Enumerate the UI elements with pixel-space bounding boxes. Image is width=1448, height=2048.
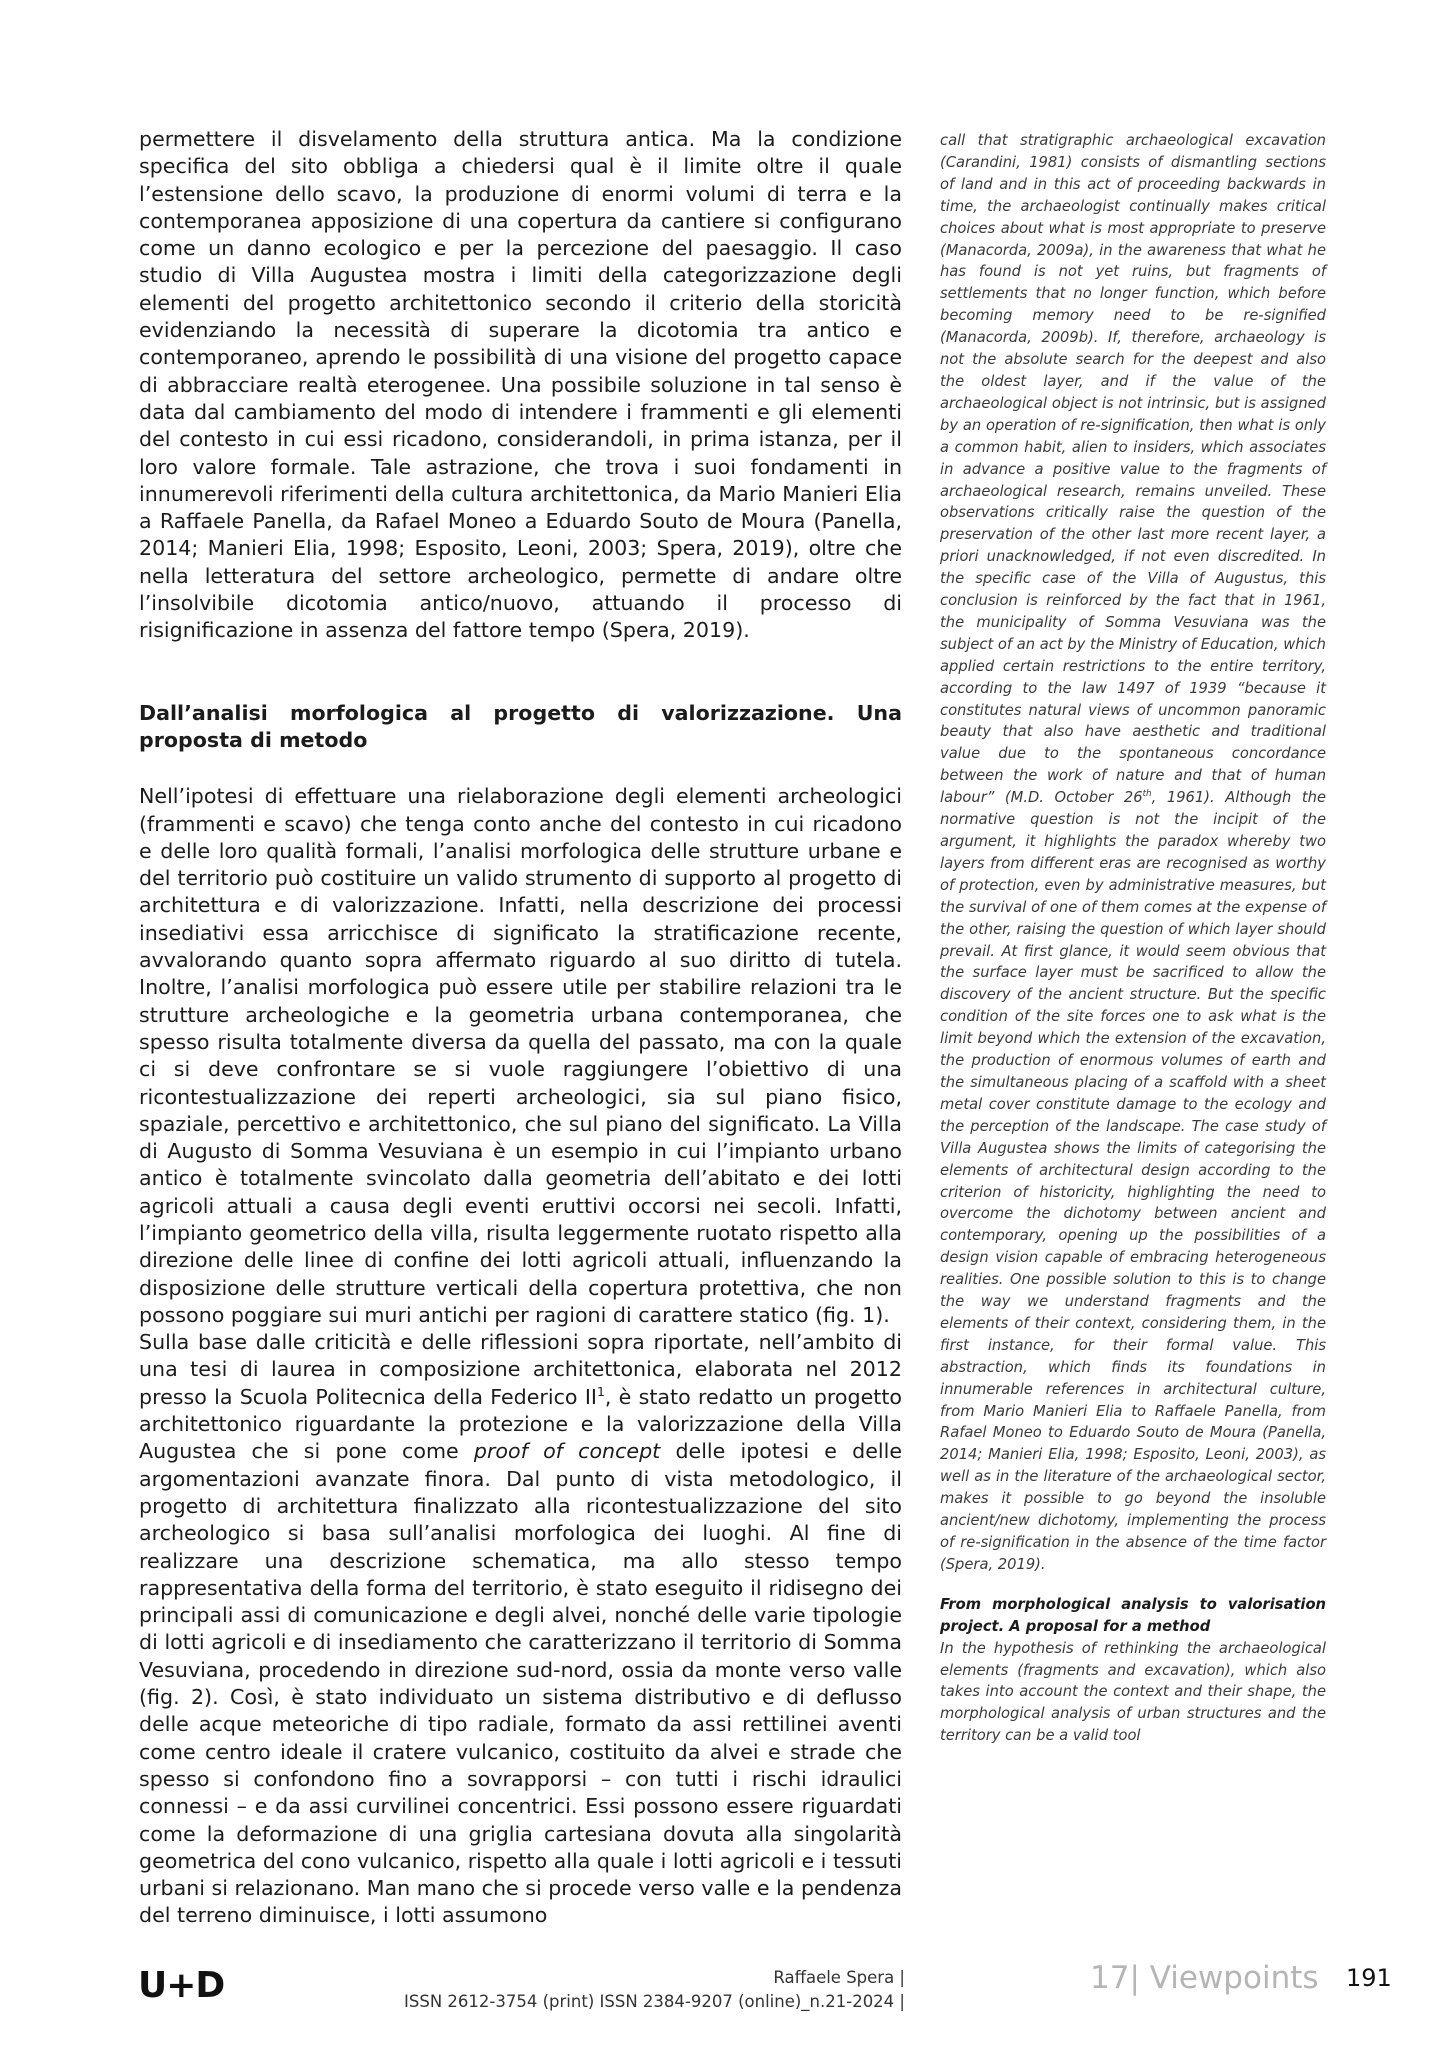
translation-heading: From morphological analysis to valorisation project. A proposal for a method	[940, 1595, 1326, 1635]
page-number: 191	[1346, 1964, 1392, 1992]
spacer	[139, 645, 902, 700]
section-heading: Dall’analisi morfologica al progetto di valorizzazione. Una proposta di metodo	[139, 700, 902, 752]
body-paragraph: Nell’ipotesi di effettuare una rielaborazione degli elementi archeologici (frammenti e scavo) che tenga conto anche del contesto in cui ricadono e delle loro qualità formali, l’analisi morfologica delle strutture urbane e del territorio può costituire un valido strumento di supporto al progetto di architettura e di valorizzazione. Infatti, nella descrizione dei processi insediativi essa arricchisce di significato la stratificazione recente, avvalorando quanto sopra affermato riguardo al suo diritto di tutela. Inoltre, l’analisi morfologica può essere utile per stabilire relazioni tra le strutture archeologiche e la geometria urbana contemporanea, che spesso risulta totalmente diversa da quella del passato, ma con la quale ci si deve confrontare se si vuole raggiungere l’obiettivo di una ricontestualizzazione dei reperti archeologici, sia sul piano fisico, spaziale, percettivo e architettonico, che sul piano del significato. La Villa di Augusto di Somma Vesuviana è un esempio in cui l’impianto urbano antico è totalmente svincolato dalla geometria dell’abitato e dei lotti agricoli attuali a causa degli eventi eruttivi occorsi nei secoli. Infatti, l’impianto geometrico della villa, risulta leggermente ruotato rispetto alla direzione delle linee di confine dei lotti agricoli attuali, influenzando la disposizione delle strutture verticali della copertura protettiva, che non possono poggiare sui muri antichi per ragioni di carattere statico (fig. 1).	[139, 784, 902, 1327]
spacer	[940, 1576, 1326, 1594]
text-run: Sulla base dalle criticità e delle riflessioni sopra riportate, nell’ambito di una tesi di laurea in composizione architettonica, elaborata nel 2012 presso la Scuola Politecnica della Federico II	[139, 1330, 902, 1409]
footer-credit	[380, 1966, 905, 2014]
emphasis-text: proof of concept	[473, 1439, 661, 1464]
translation-paragraph	[940, 130, 1326, 1576]
spacer	[139, 754, 902, 783]
translation-column	[940, 130, 1326, 1747]
text-run: delle ipotesi e delle argomentazioni avanzate finora. Dal punto di vista metodologico, il progetto di architettura finalizzato alla ricontestualizzazione del sito archeologico si basa sull’analisi morfologica dei luoghi. Al fine di realizzare una descrizione schematica, ma allo stesso tempo rappresentativa della forma del territorio, è stato eseguito il ridisegno dei principali assi di comunicazione e degli alvei, nonché delle varie tipologie di lotti agricoli e di insediamento che caratterizzano il territorio di Somma Vesuviana, procedendo in direzione sud-nord, ossia da monte verso valle (fig. 2). Così, è stato individuato un sistema distributivo e di deflusso delle acque meteoriche di tipo radiale, formato da assi rettilinei aventi come centro ideale il cratere vulcanico, costituito da alvei e strade che spesso si confondono fino a sovrapporsi – con tutti i rischi idraulici connessi – e da assi curvilinei concentrici. Essi possono essere riguardati come la deformazione di una griglia cartesiana dovuta alla singolarità geometrica del cono vulcanico, rispetto alla quale i lotti agricoli e i tessuti urbani si relazionano. Man mano che si procede verso valle e la pendenza del terreno diminuisce, i lotti assumono	[139, 1439, 903, 1928]
ordinal-suffix: th	[1142, 789, 1152, 800]
body-paragraph	[139, 1329, 902, 1930]
text-run: , è stato redatto un progetto architettonico riguardante la protezione e la valorizzazione della Villa Augustea che si pone come	[139, 1384, 902, 1464]
main-column	[139, 126, 902, 1930]
footnote-ref[interactable]: 1	[596, 1384, 605, 1399]
author-name: Raffaele Spera |	[773, 1968, 905, 1987]
section-label: 17| Viewpoints	[1090, 1960, 1319, 1996]
translation-paragraph: In the hypothesis of rethinking the archaeological elements (fragments and excavation), which also takes into account the context and their shape, the morphological analysis of urban structures and the territory can be a valid tool	[940, 1639, 1326, 1745]
text-run: , 1961). Although the normative question is not the incipit of the argument, it highlights the paradox whereby two layers from different eras are recognised as worthy of protection, even by administrative measures, but the survival of one of them comes at the expense of the other, raising the question of which layer should prevail. At first glance, it would seem obvious that the surface layer must be sacrificed to allow the discovery of the ancient structure. But the specific condition of the site forces one to ask what is the limit beyond which the extension of the excavation, the production of enormous volumes of earth and the simultaneous placing of a scaffold with a sheet metal cover constitute damage to the ecology and the perception of the landscape. The case study of Villa Augustea shows the limits of categorising the elements of architectural design according to the criterion of historicity, highlighting the need to overcome the dichotomy between ancient and contemporary, opening up the possibilities of a design vision capable of embracing heterogeneous realities. One possible solution to this is to change the way we understand fragments and the elements of their context, considering them, in the first instance, for their formal value. This abstraction, which finds its foundations in innumerable references in architectural culture, from Mario Manieri Elia to Raffaele Panella, from Rafael Moneo to Eduardo Souto de Moura (Panella, 2014; Manieri Elia, 1998; Esposito, Leoni, 2003), as well as in the literature of the archaeological sector, makes it possible to go beyond the insoluble ancient/new dichotomy, implementing the process of re-signification in the absence of the time factor (Spera, 2019).	[940, 789, 1326, 1573]
text-run: call that stratigraphic archaeological excavation (Carandini, 1981) consists of dismantling sections of land and in this act of proceeding backwards in time, the archaeologist continually makes critical choices about what is most appropriate to preserve (Manacorda, 2009a), in the awareness that what he has found is not yet ruins, but fragments of settlements that no longer function, which before becoming memory need to be re-signified (Manacorda, 2009b). If, therefore, archaeology is not the absolute search for the deepest and also the oldest layer, and if the value of the archaeological object is not intrinsic, but is assigned by an operation of re-signification, then what is only a common habit, alien to insiders, which associates in advance a positive value to the fragments of archaeological research, remains unveiled. These observations critically raise the question of the preservation of the other last more recent layer, a priori unacknowledged, if not even discredited. In the specific case of the Villa of Augustus, this conclusion is reinforced by the fact that in 1961, the municipality of Somma Vesuviana was the subject of an act by the Ministry of Education, which applied certain restrictions to the entire territory, according to the law 1497 of 1939 “because it constitutes natural views of uncommon panoramic beauty that also have aesthetic and traditional value due to the spontaneous concordance between the work of nature and that of human labour” (M.D. October 26	[940, 132, 1326, 807]
journal-logo: U+D	[138, 1965, 225, 2006]
body-paragraph: permettere il disvelamento della struttura antica. Ma la condizione specifica del sito obbliga a chiedersi qual è il limite oltre il quale l’estensione dello scavo, la produzione di enormi volumi di terra e la contemporanea apposizione di una copertura da cantiere si configurano come un danno ecologico e per la percezione del paesaggio. Il caso studio di Villa Augustea mostra i limiti della categorizzazione degli elementi del progetto architettonico secondo il criterio della storicità evidenziando la necessità di superare la dicotomia tra antico e contemporaneo, aprendo le possibilità di una visione del progetto capace di abbracciare realtà eterogenee. Una possibile soluzione in tal senso è data dal cambiamento del modo di intendere i frammenti e gli elementi del contesto in cui essi ricadono, considerandoli, in prima istanza, per il loro valore formale. Tale astrazione, che trova i suoi fondamenti in innumerevoli riferimenti della cultura architettonica, da Mario Manieri Elia a Raffaele Panella, da Rafael Moneo a Eduardo Souto de Moura (Panella, 2014; Manieri Elia, 1998; Esposito, Leoni, 2003; Spera, 2019), oltre che nella letteratura del settore archeologico, permette di andare oltre l’insolvibile dicotomia antico/nuovo, attuando il processo di risignificazione in assenza del fattore tempo (Spera, 2019).	[139, 127, 902, 643]
issn-line: ISSN 2612-3754 (print) ISSN 2384-9207 (online)_n.21-2024 |	[404, 1992, 905, 2011]
